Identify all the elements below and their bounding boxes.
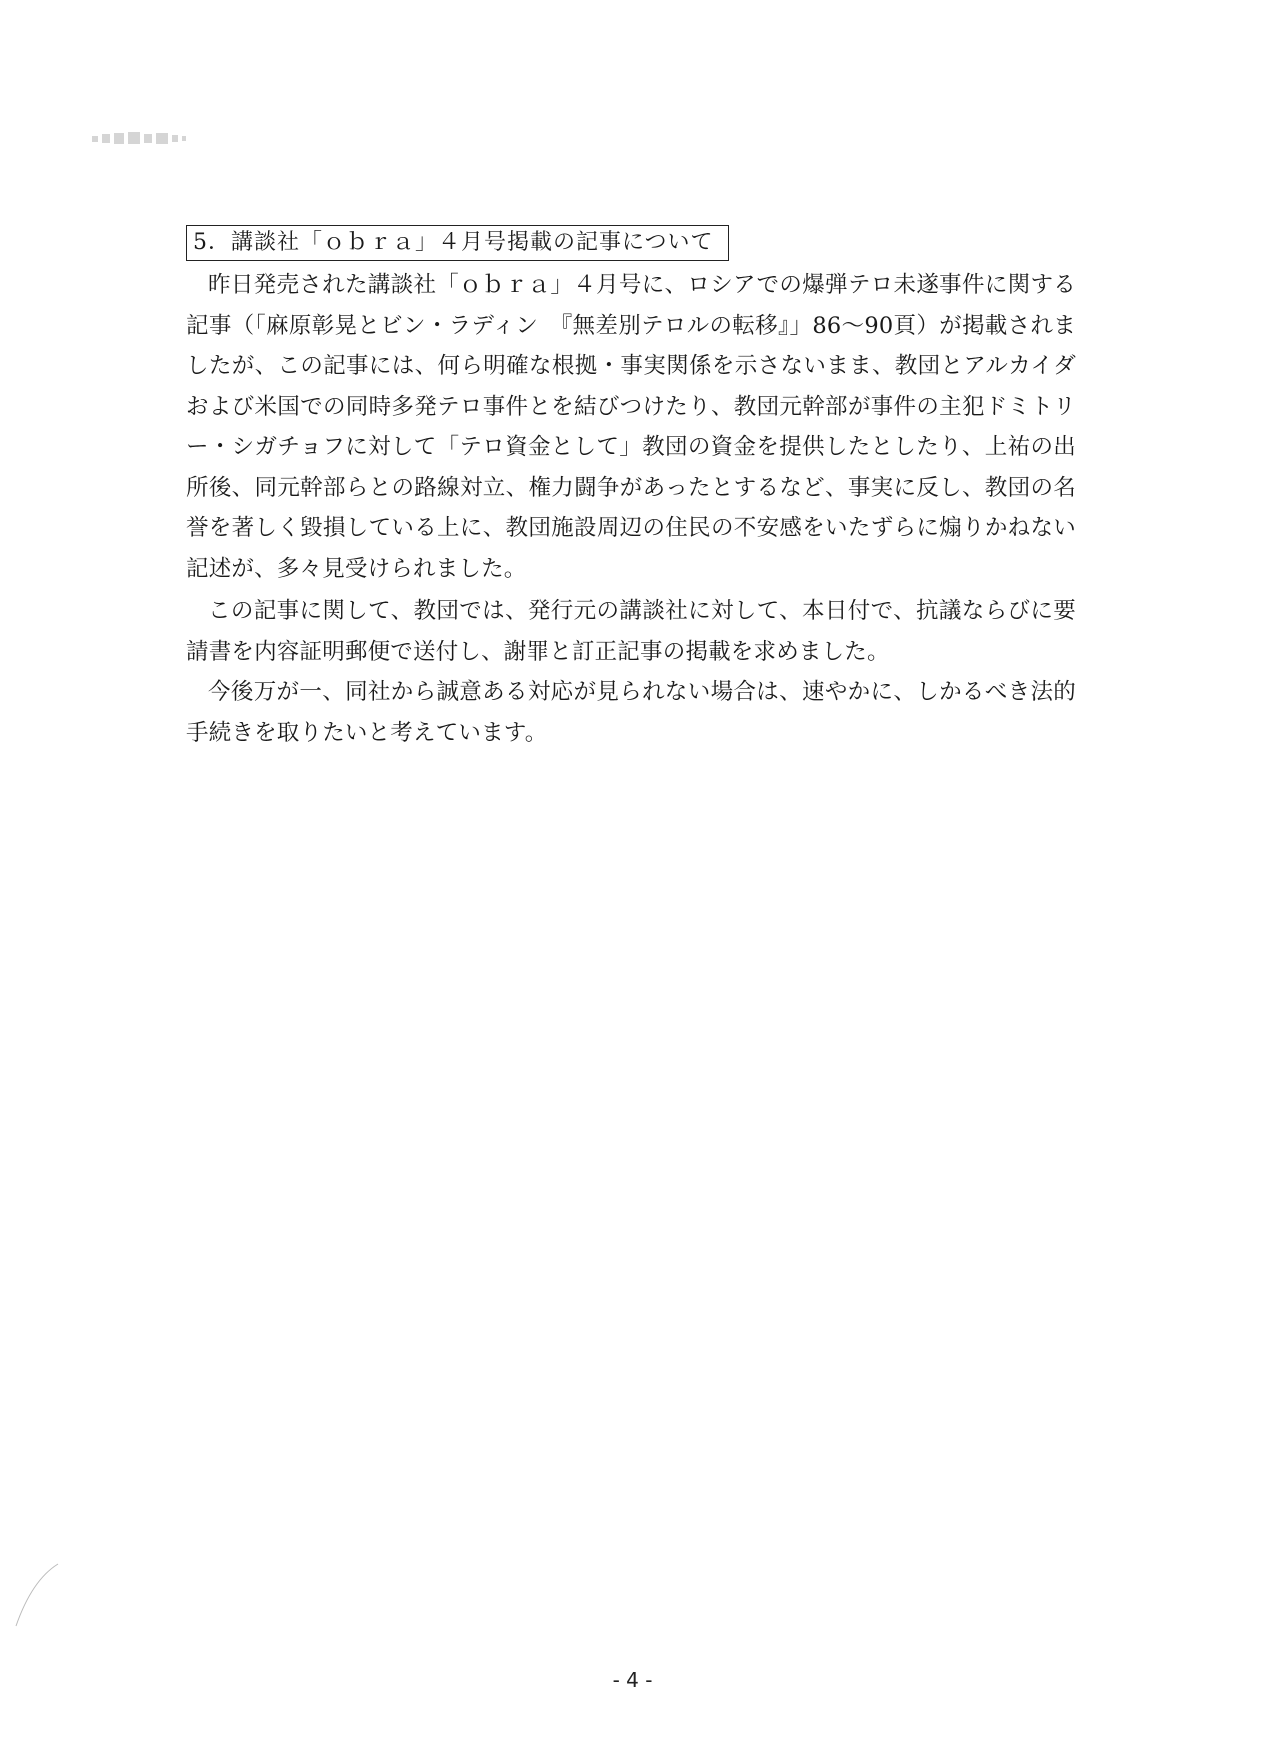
section-5 <box>186 225 1076 753</box>
paragraph-1: 昨日発売された講談社「ｏｂｒａ」４月号に、ロシアでの爆弾テロ未遂事件に関する記事（「麻原彰晃とビン・ラディン 『無差別テロルの転移』」86～90頁）が掲載されましたが、この記事には、何ら明確な根拠・事実関係を示さないまま、教団とアルカイダおよび米国での同時多発テロ事件とを結びつけたり、教団元幹部が事件の主犯ドミトリー・シガチョフに対して「テロ資金として」教団の資金を提供したとしたり、上祐の出所後、同元幹部らとの路線対立、権力闘争があったとするなど、事実に反し、教団の名誉を著しく毀損している上に、教団施設周辺の住民の不安感をいたずらに煽りかねない記述が、多々見受けられました。 <box>186 272 1076 582</box>
section-heading: 5．講談社「ｏｂｒａ」４月号掲載の記事について <box>186 225 729 261</box>
scan-smudge-mark <box>90 128 210 150</box>
page-number: - 4 - <box>612 1668 653 1692</box>
scan-edge-mark <box>12 1560 62 1630</box>
paragraph-2: この記事に関して、教団では、発行元の講談社に対して、本日付で、抗議ならびに要請書を内容証明郵便で送付し、謝罪と訂正記事の掲載を求めました。 <box>186 598 1076 665</box>
paragraph-3: 今後万が一、同社から誠意ある対応が見られない場合は、速やかに、しかるべき法的手続きを取りたいと考えています。 <box>186 679 1076 746</box>
